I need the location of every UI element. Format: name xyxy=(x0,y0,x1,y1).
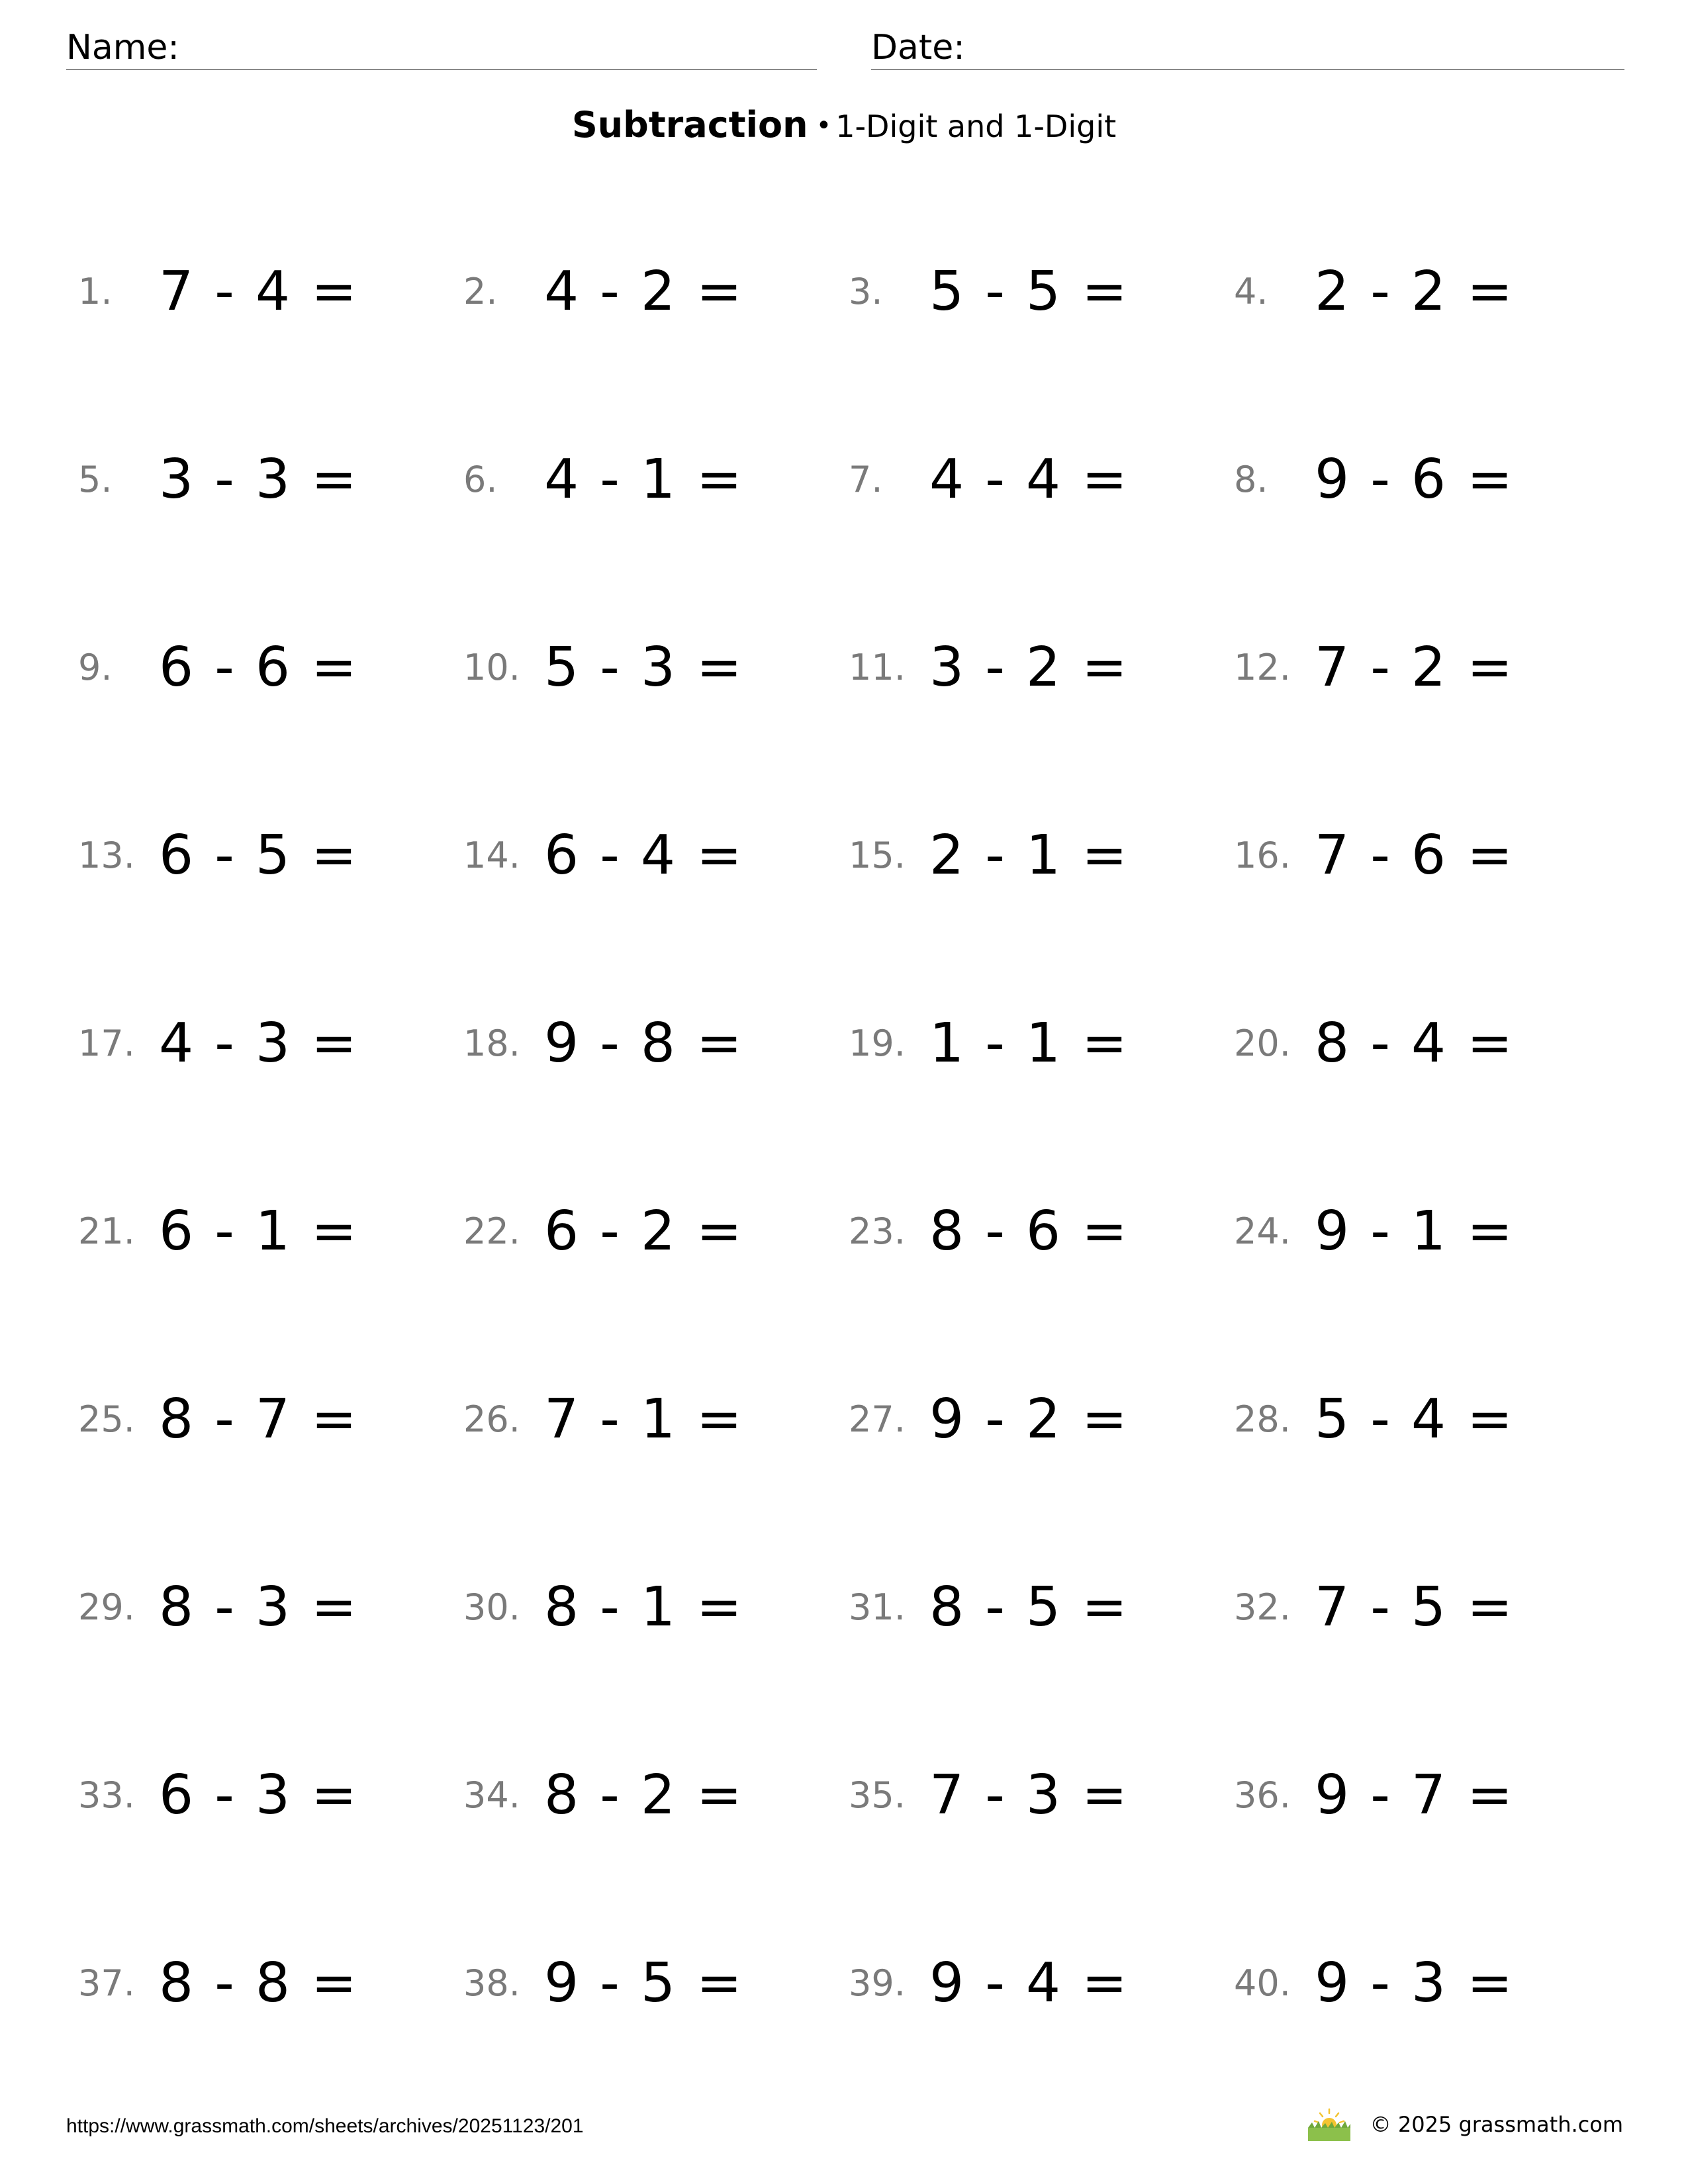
problem-item xyxy=(463,1387,742,1453)
problem-number: 18. xyxy=(463,1023,520,1064)
problem-expression: 5 - 4 = xyxy=(1315,1388,1513,1451)
problem-item xyxy=(463,1762,742,1829)
problem-expression: 6 - 3 = xyxy=(159,1764,357,1827)
problem-item xyxy=(1234,1011,1513,1077)
problem-item xyxy=(849,1011,1127,1077)
problem-expression: 7 - 1 = xyxy=(544,1388,742,1451)
problem-number: 6. xyxy=(463,459,498,500)
problem-expression: 6 - 1 = xyxy=(159,1200,357,1263)
problem-item xyxy=(1234,823,1513,889)
problem-item xyxy=(78,1950,357,2017)
problem-number: 35. xyxy=(849,1774,906,1816)
problem-number: 32. xyxy=(1234,1586,1291,1628)
problem-expression: 8 - 7 = xyxy=(159,1388,357,1451)
problem-item xyxy=(1234,1199,1513,1265)
problem-item xyxy=(463,447,742,513)
problem-item xyxy=(1234,1574,1513,1641)
name-label: Name: xyxy=(66,28,179,68)
problem-item xyxy=(78,259,357,325)
problem-number: 15. xyxy=(849,835,906,876)
footer-copyright: © 2025 grassmath.com xyxy=(1370,2112,1623,2137)
problem-item xyxy=(849,635,1127,701)
footer-url: https://www.grassmath.com/sheets/archives/20251123/201 xyxy=(66,2115,584,2137)
problem-item xyxy=(463,635,742,701)
problem-expression: 7 - 6 = xyxy=(1315,824,1513,887)
problem-number: 9. xyxy=(78,647,113,688)
problem-item xyxy=(849,1199,1127,1265)
problem-number: 11. xyxy=(849,647,906,688)
problem-expression: 7 - 4 = xyxy=(159,260,357,323)
problem-number: 8. xyxy=(1234,459,1268,500)
problem-number: 29. xyxy=(78,1586,135,1628)
problem-number: 33. xyxy=(78,1774,135,1816)
problem-expression: 9 - 8 = xyxy=(544,1012,742,1075)
problem-item xyxy=(463,259,742,325)
problem-expression: 8 - 6 = xyxy=(929,1200,1127,1263)
problem-expression: 1 - 1 = xyxy=(929,1012,1127,1075)
problem-item xyxy=(463,823,742,889)
problem-number: 40. xyxy=(1234,1962,1291,2004)
problem-expression: 8 - 4 = xyxy=(1315,1012,1513,1075)
problem-number: 19. xyxy=(849,1023,906,1064)
problem-expression: 6 - 2 = xyxy=(544,1200,742,1263)
problem-expression: 9 - 7 = xyxy=(1315,1764,1513,1827)
problem-item xyxy=(463,1011,742,1077)
problem-expression: 9 - 3 = xyxy=(1315,1952,1513,2015)
problem-item xyxy=(463,1950,742,2017)
date-label: Date: xyxy=(871,28,965,68)
problem-number: 3. xyxy=(849,271,883,312)
problem-expression: 9 - 6 = xyxy=(1315,448,1513,511)
problem-item xyxy=(78,823,357,889)
problem-number: 34. xyxy=(463,1774,520,1816)
problem-number: 27. xyxy=(849,1398,906,1440)
problem-number: 23. xyxy=(849,1210,906,1252)
problem-item xyxy=(849,1950,1127,2017)
problem-number: 13. xyxy=(78,835,135,876)
problem-item xyxy=(78,1011,357,1077)
footer-brand xyxy=(1307,2105,1623,2144)
problem-number: 12. xyxy=(1234,647,1291,688)
problem-item xyxy=(78,447,357,513)
problem-expression: 6 - 4 = xyxy=(544,824,742,887)
problem-expression: 4 - 4 = xyxy=(929,448,1127,511)
problem-item xyxy=(849,259,1127,325)
title-subtitle: 1-Digit and 1-Digit xyxy=(835,109,1117,144)
problem-expression: 4 - 2 = xyxy=(544,260,742,323)
problem-item xyxy=(78,1762,357,1829)
problem-number: 1. xyxy=(78,271,113,312)
problem-expression: 2 - 2 = xyxy=(1315,260,1513,323)
problem-number: 10. xyxy=(463,647,520,688)
problem-expression: 9 - 1 = xyxy=(1315,1200,1513,1263)
problem-item xyxy=(1234,447,1513,513)
problem-number: 16. xyxy=(1234,835,1291,876)
problem-expression: 8 - 3 = xyxy=(159,1576,357,1639)
problem-expression: 7 - 2 = xyxy=(1315,636,1513,699)
problem-expression: 3 - 2 = xyxy=(929,636,1127,699)
problem-item xyxy=(1234,1950,1513,2017)
problem-expression: 7 - 5 = xyxy=(1315,1576,1513,1639)
problem-number: 7. xyxy=(849,459,883,500)
title-main: Subtraction xyxy=(571,104,808,146)
problem-expression: 9 - 4 = xyxy=(929,1952,1127,2015)
problem-expression: 8 - 8 = xyxy=(159,1952,357,2015)
problem-item xyxy=(849,1762,1127,1829)
problem-item xyxy=(1234,635,1513,701)
problem-expression: 7 - 3 = xyxy=(929,1764,1127,1827)
problem-item xyxy=(849,447,1127,513)
problem-item xyxy=(849,1387,1127,1453)
problem-item xyxy=(463,1199,742,1265)
problem-number: 31. xyxy=(849,1586,906,1628)
problem-number: 39. xyxy=(849,1962,906,2004)
problem-item xyxy=(1234,1762,1513,1829)
problem-number: 20. xyxy=(1234,1023,1291,1064)
problem-number: 38. xyxy=(463,1962,520,2004)
problem-number: 5. xyxy=(78,459,113,500)
problem-item xyxy=(849,823,1127,889)
grass-sun-icon xyxy=(1307,2108,1352,2141)
problem-number: 28. xyxy=(1234,1398,1291,1440)
problem-expression: 5 - 3 = xyxy=(544,636,742,699)
problem-expression: 6 - 5 = xyxy=(159,824,357,887)
problem-number: 36. xyxy=(1234,1774,1291,1816)
problem-item xyxy=(78,1387,357,1453)
problem-item xyxy=(78,1574,357,1641)
problem-expression: 4 - 3 = xyxy=(159,1012,357,1075)
problem-number: 17. xyxy=(78,1023,135,1064)
problem-number: 22. xyxy=(463,1210,520,1252)
problem-number: 26. xyxy=(463,1398,520,1440)
problem-expression: 3 - 3 = xyxy=(159,448,357,511)
problem-expression: 2 - 1 = xyxy=(929,824,1127,887)
problem-number: 37. xyxy=(78,1962,135,2004)
problem-number: 24. xyxy=(1234,1210,1291,1252)
problem-expression: 4 - 1 = xyxy=(544,448,742,511)
problem-item xyxy=(78,1199,357,1265)
problem-number: 21. xyxy=(78,1210,135,1252)
problem-expression: 6 - 6 = xyxy=(159,636,357,699)
problem-expression: 8 - 2 = xyxy=(544,1764,742,1827)
problem-number: 4. xyxy=(1234,271,1268,312)
problem-expression: 8 - 5 = xyxy=(929,1576,1127,1639)
problem-number: 30. xyxy=(463,1586,520,1628)
problem-expression: 8 - 1 = xyxy=(544,1576,742,1639)
problem-item xyxy=(78,635,357,701)
problem-item xyxy=(1234,259,1513,325)
problem-expression: 5 - 5 = xyxy=(929,260,1127,323)
problem-item xyxy=(849,1574,1127,1641)
title-separator: • xyxy=(816,111,832,141)
problem-number: 2. xyxy=(463,271,498,312)
problem-number: 25. xyxy=(78,1398,135,1440)
problem-item xyxy=(1234,1387,1513,1453)
problem-item xyxy=(463,1574,742,1641)
problem-expression: 9 - 5 = xyxy=(544,1952,742,2015)
problem-number: 14. xyxy=(463,835,520,876)
problem-expression: 9 - 2 = xyxy=(929,1388,1127,1451)
